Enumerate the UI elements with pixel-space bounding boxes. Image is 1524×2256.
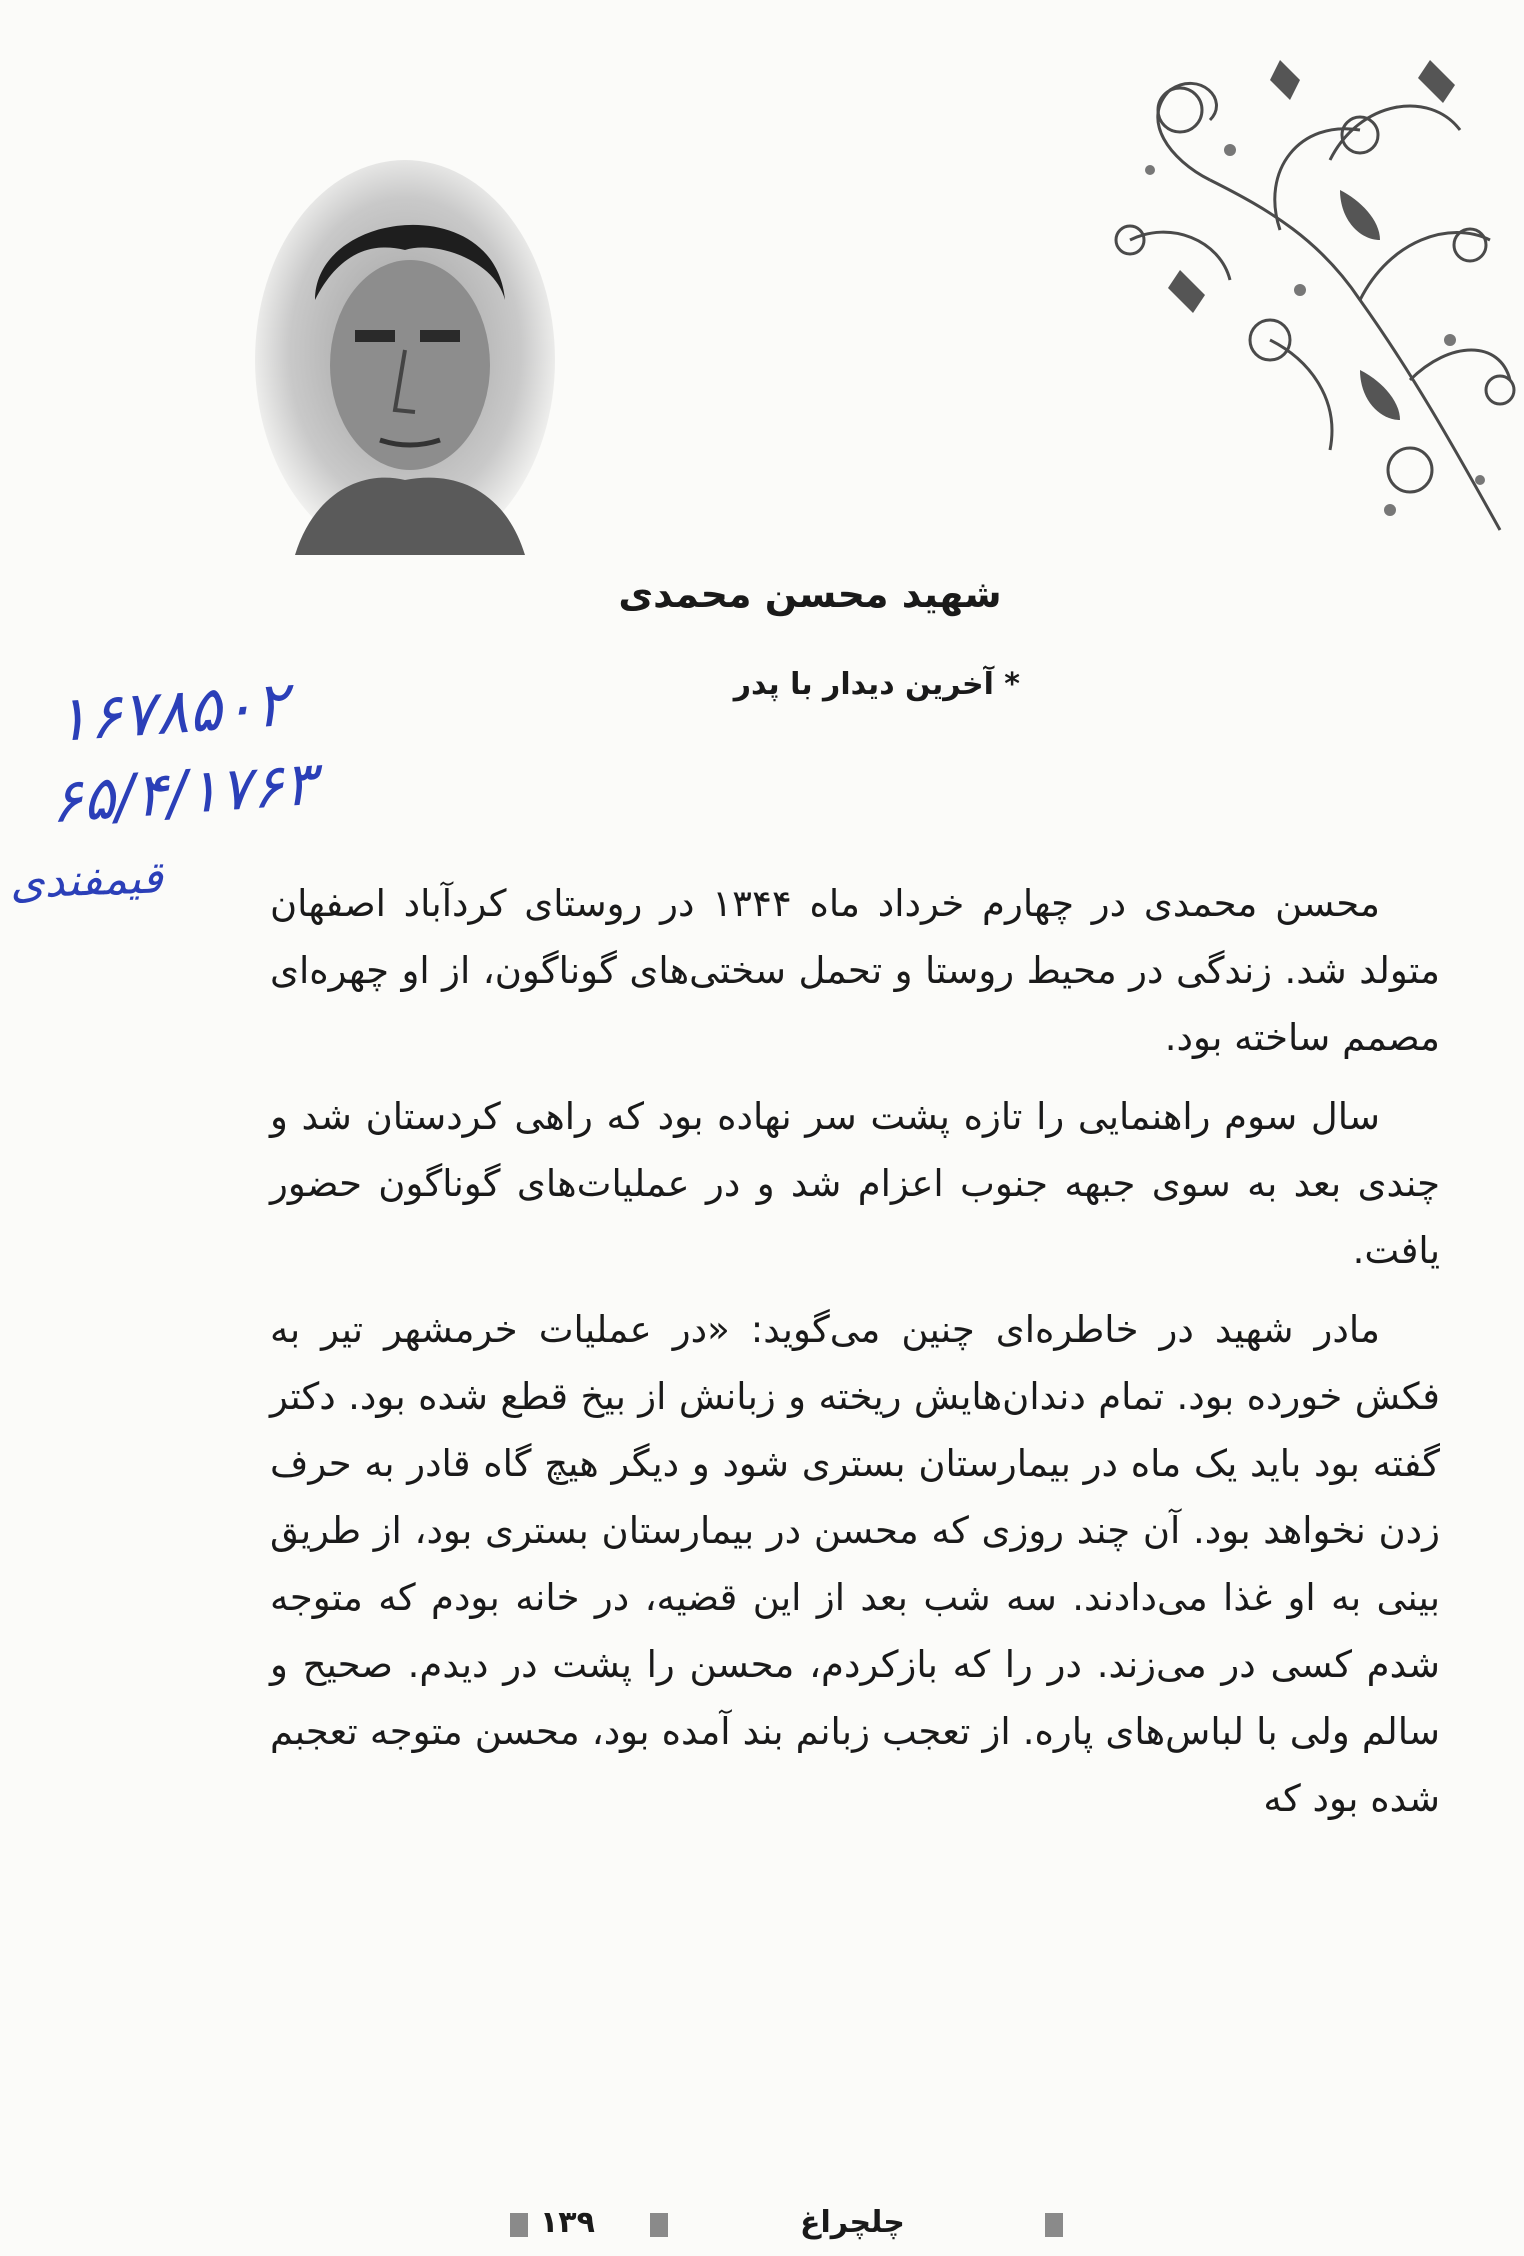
footer-square-icon bbox=[510, 2213, 528, 2237]
paragraph: مادر شهید در خاطره‌ای چنین می‌گوید: «در عملیات خرمشهر تیر به فکش خورده بود. تمام دندان‌هایش ریخته و زبانش از بیخ قطع شده بود. دکتر گفته بود باید یک ماه در بیمارستان بستری شود و دیگر هیچ گاه قادر به حرف زدن نخواهد بود. آن چند روزی که محسن در بیمارستان بستری بود، از طریق بینی به او غذا می‌دادند. سه شب بعد از این قضیه، در خانه بودم که متوجه شدم کسی در می‌زند. در را که بازکردم، محسن را پشت در دیدم. صحیح و سالم ولی با لباس‌های پاره. از تعجب زبانم بند آمده بود، محسن متوجه تعجبم شده بود که bbox=[270, 1308, 1440, 1820]
page-footer bbox=[500, 2205, 1100, 2251]
portrait-photo bbox=[255, 150, 555, 555]
page-number: ۱۳۹ bbox=[540, 2205, 595, 2240]
handwritten-note: ۱۶۷۸۵۰۲ bbox=[52, 666, 291, 757]
footer-square-icon bbox=[650, 2213, 668, 2237]
floral-ornament-icon bbox=[1030, 40, 1520, 540]
handwritten-note: ۶۵/۴/۱۷۶۳ bbox=[47, 748, 319, 838]
footer-square-icon bbox=[1045, 2213, 1063, 2237]
article-body bbox=[270, 870, 1440, 1844]
page-title: شهید محسن محمدی bbox=[618, 572, 1002, 616]
handwritten-note: قیمفندی bbox=[9, 852, 164, 909]
book-name: چلچراغ bbox=[800, 2205, 905, 2240]
paragraph: محسن محمدی در چهارم خرداد ماه ۱۳۴۴ در روستای کردآباد اصفهان متولد شد. زندگی در محیط روستا و تحمل سختی‌های گوناگون، از او چهره‌ای مصمم ساخته بود. bbox=[270, 882, 1440, 1059]
paragraph: سال سوم راهنمایی را تازه پشت سر نهاده بود که راهی کردستان شد و چندی بعد به سوی جبهه جنوب اعزام شد و در عملیات‌های گوناگون حضور یافت. bbox=[270, 1095, 1440, 1272]
section-subtitle: * آخرین دیدار با پدر bbox=[733, 667, 1020, 702]
